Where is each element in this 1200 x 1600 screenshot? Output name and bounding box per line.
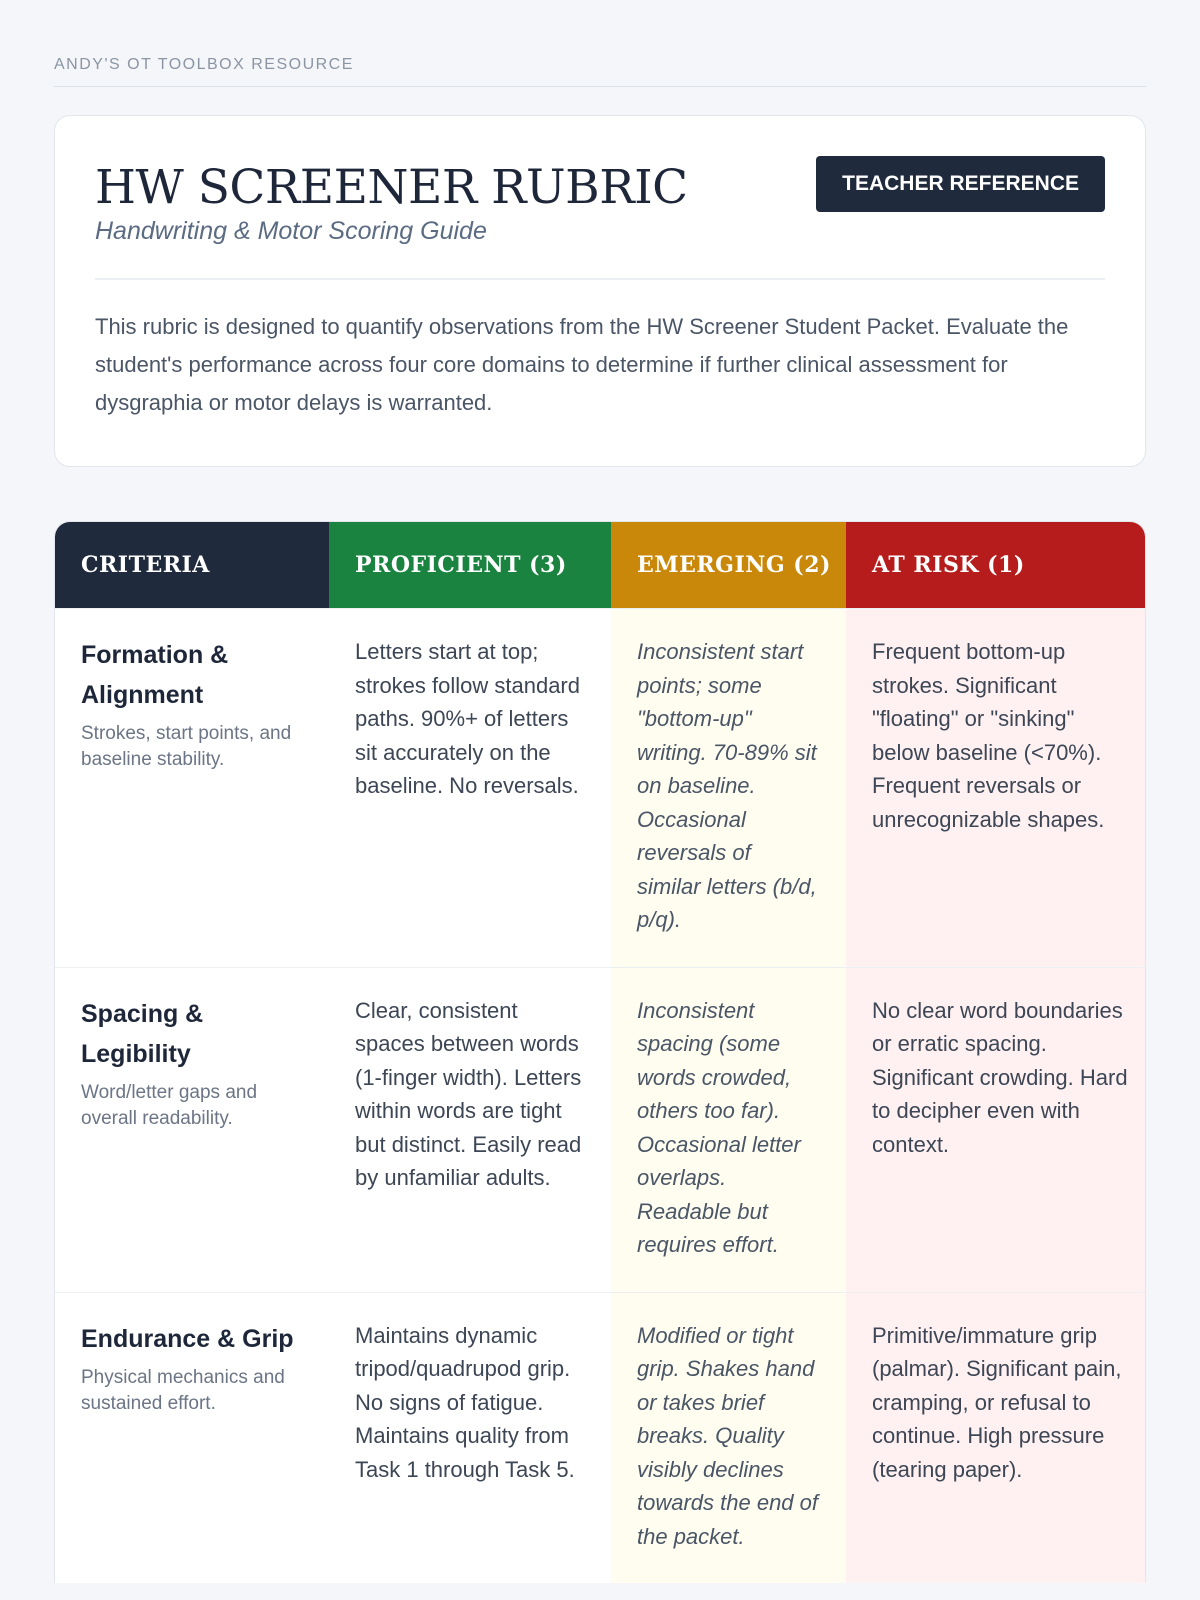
criteria-cell xyxy=(55,1293,329,1584)
header-card xyxy=(54,115,1146,467)
divider xyxy=(95,278,1105,280)
criteria-description: Physical mechanics and sustained effort. xyxy=(81,1366,285,1414)
table-row xyxy=(55,608,1145,967)
page xyxy=(54,0,1146,1583)
criteria-description: Word/letter gaps and overall readability. xyxy=(81,1081,258,1129)
criteria-cell xyxy=(55,968,329,1292)
proficient-cell: Maintains dynamic tripod/quadrupod grip. No signs of fatigue. Maintains quality from Task 1 through Task 5. xyxy=(355,1322,575,1482)
table-row xyxy=(55,967,1145,1292)
column-header-criteria: CRITERIA xyxy=(55,522,329,608)
criteria-name: Endurance & Grip xyxy=(81,1324,294,1353)
intro-text: This rubric is designed to quantify observations from the HW Screener Student Packet. Evaluate the student's performance across four core domains to determine if further clinical assessment for dysgraphia or motor delays is warranted. xyxy=(95,314,1069,416)
title-block xyxy=(95,156,688,246)
emerging-cell: Inconsistent start points; some "bottom-up" writing. 70-89% sit on baseline. Occasional reversals of similar letters (b/d, p/q). xyxy=(611,609,846,967)
table-row xyxy=(55,1292,1145,1584)
rubric-table xyxy=(54,521,1146,1583)
table-header-row xyxy=(55,522,1145,608)
at-risk-cell: Frequent bottom-up strokes. Significant "floating" or "sinking" below baseline (<70%). Frequent reversals or unrecognizable shapes. xyxy=(846,609,1145,967)
column-header-emerging: EMERGING (2) xyxy=(611,522,846,608)
at-risk-cell: No clear word boundaries or erratic spacing. Significant crowding. Hard to decipher even with context. xyxy=(846,968,1145,1292)
emerging-cell: Inconsistent spacing (some words crowded, others too far). Occasional letter overlaps. Readable but requires effort. xyxy=(611,968,846,1292)
at-risk-cell: Primitive/immature grip (palmar). Significant pain, cramping, or refusal to continue. High pressure (tearing paper). xyxy=(846,1293,1145,1584)
column-header-proficient: PROFICIENT (3) xyxy=(329,522,611,608)
proficient-cell: Clear, consistent spaces between words (1-finger width). Letters within words are tight but distinct. Easily read by unfamiliar adults. xyxy=(355,997,582,1190)
page-subtitle: Handwriting & Motor Scoring Guide xyxy=(95,217,487,246)
criteria-name: Formation & Alignment xyxy=(81,641,229,709)
brand-label: ANDY'S OT TOOLBOX RESOURCE xyxy=(54,56,1146,87)
card-header xyxy=(95,156,1105,246)
page-title: HW SCREENER RUBRIC xyxy=(95,160,688,215)
criteria-cell xyxy=(55,609,329,967)
criteria-description: Strokes, start points, and baseline stability. xyxy=(81,723,292,770)
criteria-name: Spacing & Legibility xyxy=(81,999,204,1068)
emerging-cell: Modified or tight grip. Shakes hand or takes brief breaks. Quality visibly declines towards the end of the packet. xyxy=(611,1293,846,1584)
proficient-cell: Letters start at top; strokes follow standard paths. 90%+ of letters sit accurately on the baseline. No reversals. xyxy=(355,639,580,798)
column-header-at-risk: AT RISK (1) xyxy=(846,522,1145,608)
teacher-reference-badge: TEACHER REFERENCE xyxy=(816,156,1105,212)
